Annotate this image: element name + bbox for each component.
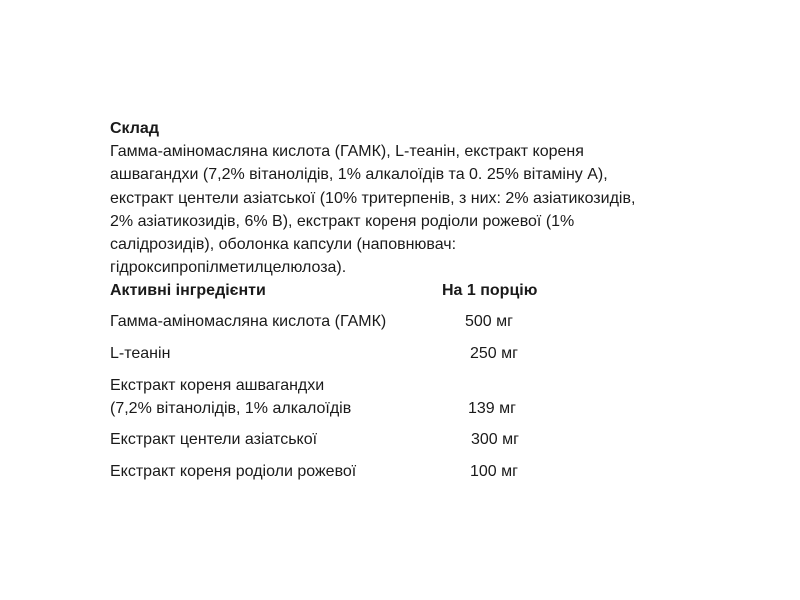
composition-line: гідроксипропілметилцелюлоза). [110,259,347,277]
table-row-name: Екстракт кореня родіоли рожевої [110,463,357,480]
table-row-name: L-теанін [110,345,171,362]
composition-line: Гамма-аміномасляна кислота (ГАМК), L-теанін, екстракт кореня [110,143,584,160]
composition-line: салідрозидів), оболонка капсули (наповнювач: [110,236,457,254]
table-row-amount: 250 мг [470,345,518,362]
table-row-amount: 500 мг [465,313,513,330]
table-row-amount: 300 мг [471,431,519,448]
table-row-name-line1: Екстракт кореня ашвагандхи [110,377,325,394]
table-row-name: Екстракт центели азіатської [110,431,318,448]
table-header-amount: На 1 порцію [442,282,538,299]
table-row-name-line2: (7,2% вітанолідів, 1% алкалоїдів [110,400,352,417]
composition-line: 2% азіатикозидів, 6% В), екстракт кореня родіоли рожевої (1% [110,212,575,230]
table-row-name: Гамма-аміномасляна кислота (ГАМК) [110,313,387,330]
composition-line: екстракт центели азіатської (10% тритерпенів, з них: 2% азіатикозидів, [110,189,636,207]
composition-line: ашвагандхи (7,2% вітанолідів, 1% алкалоїдів та 0. 25% вітаміну А), [110,166,608,184]
composition-section [110,118,710,280]
composition-text [110,140,710,280]
table-row-amount: 100 мг [470,463,518,480]
composition-heading: Склад [110,120,159,137]
table-header-ingredient: Активні інгредієнти [110,282,266,299]
table-row-amount: 139 мг [468,400,516,417]
